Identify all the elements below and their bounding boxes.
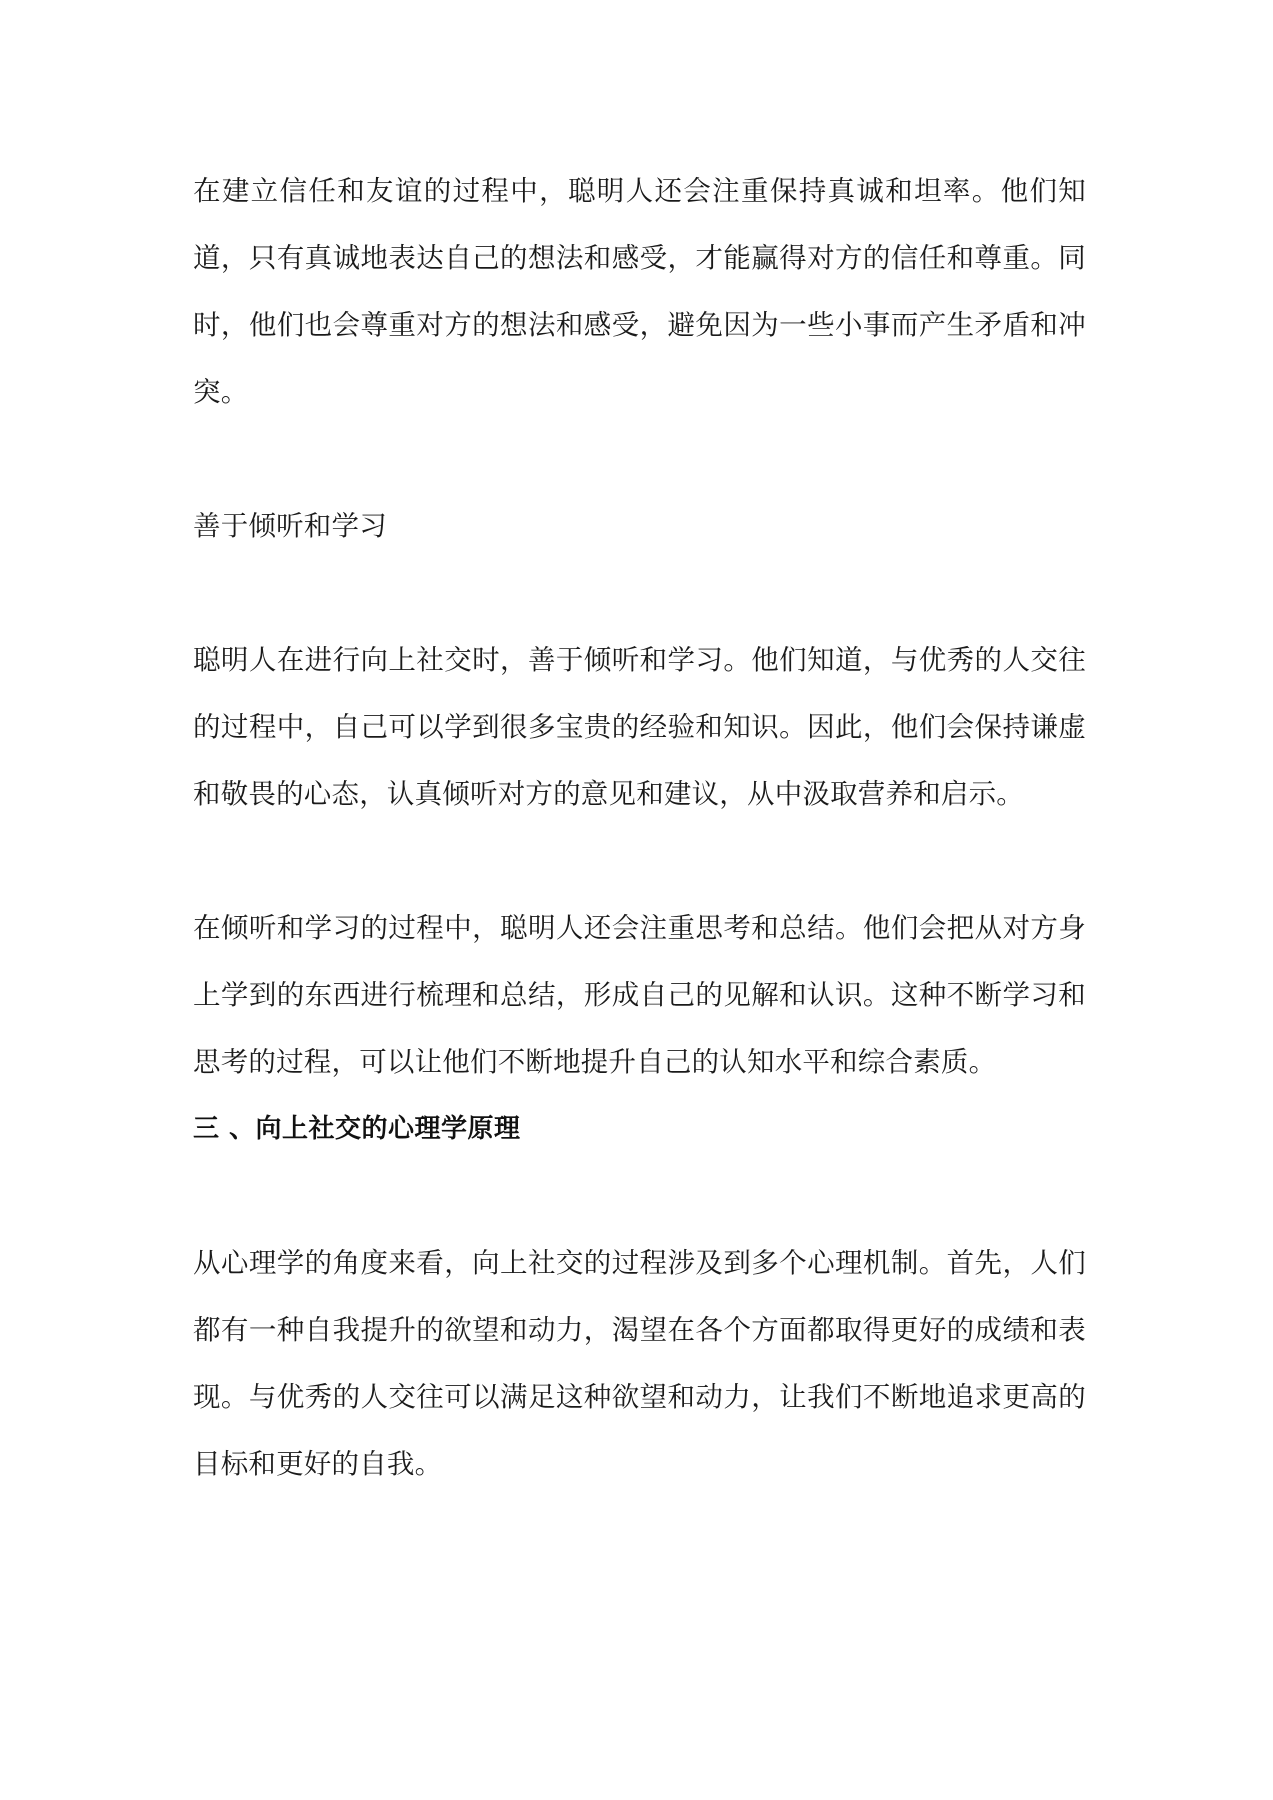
subheading-listen-learn: 善于倾听和学习 xyxy=(193,510,387,542)
paragraph-think-summarize: 在倾听和学习的过程中，聪明人还会注重思考和总结。他们会把从对方身上学到的东西进行梳理和总结，形成自己的见解和认识。这种不断学习和思考的过程，可以让他们不断地提升自己的认知水平和综合素质。 xyxy=(193,912,1086,1078)
paragraph-psychology: 从心理学的角度来看，向上社交的过程涉及到多个心理机制。首先，人们都有一种自我提升的欲望和动力，渴望在各个方面都取得更好的成绩和表现。与优秀的人交往可以满足这种欲望和动力，让我们不断地追求更高的目标和更好的自我。 xyxy=(193,1247,1086,1480)
paragraph-trust-sincerity: 在建立信任和友谊的过程中，聪明人还会注重保持真诚和坦率。他们知道，只有真诚地表达自己的想法和感受，才能赢得对方的信任和尊重。同时，他们也会尊重对方的想法和感受，避免因为一些小事而产生矛盾和冲突。 xyxy=(193,175,1086,408)
document-body xyxy=(193,158,1086,1498)
section-heading-psychology: 三 、向上社交的心理学原理 xyxy=(193,1114,521,1144)
paragraph-listen-learn: 聪明人在进行向上社交时，善于倾听和学习。他们知道，与优秀的人交往的过程中，自己可以学到很多宝贵的经验和知识。因此，他们会保持谦虚和敬畏的心态，认真倾听对方的意见和建议，从中汲取营养和启示。 xyxy=(193,644,1086,810)
